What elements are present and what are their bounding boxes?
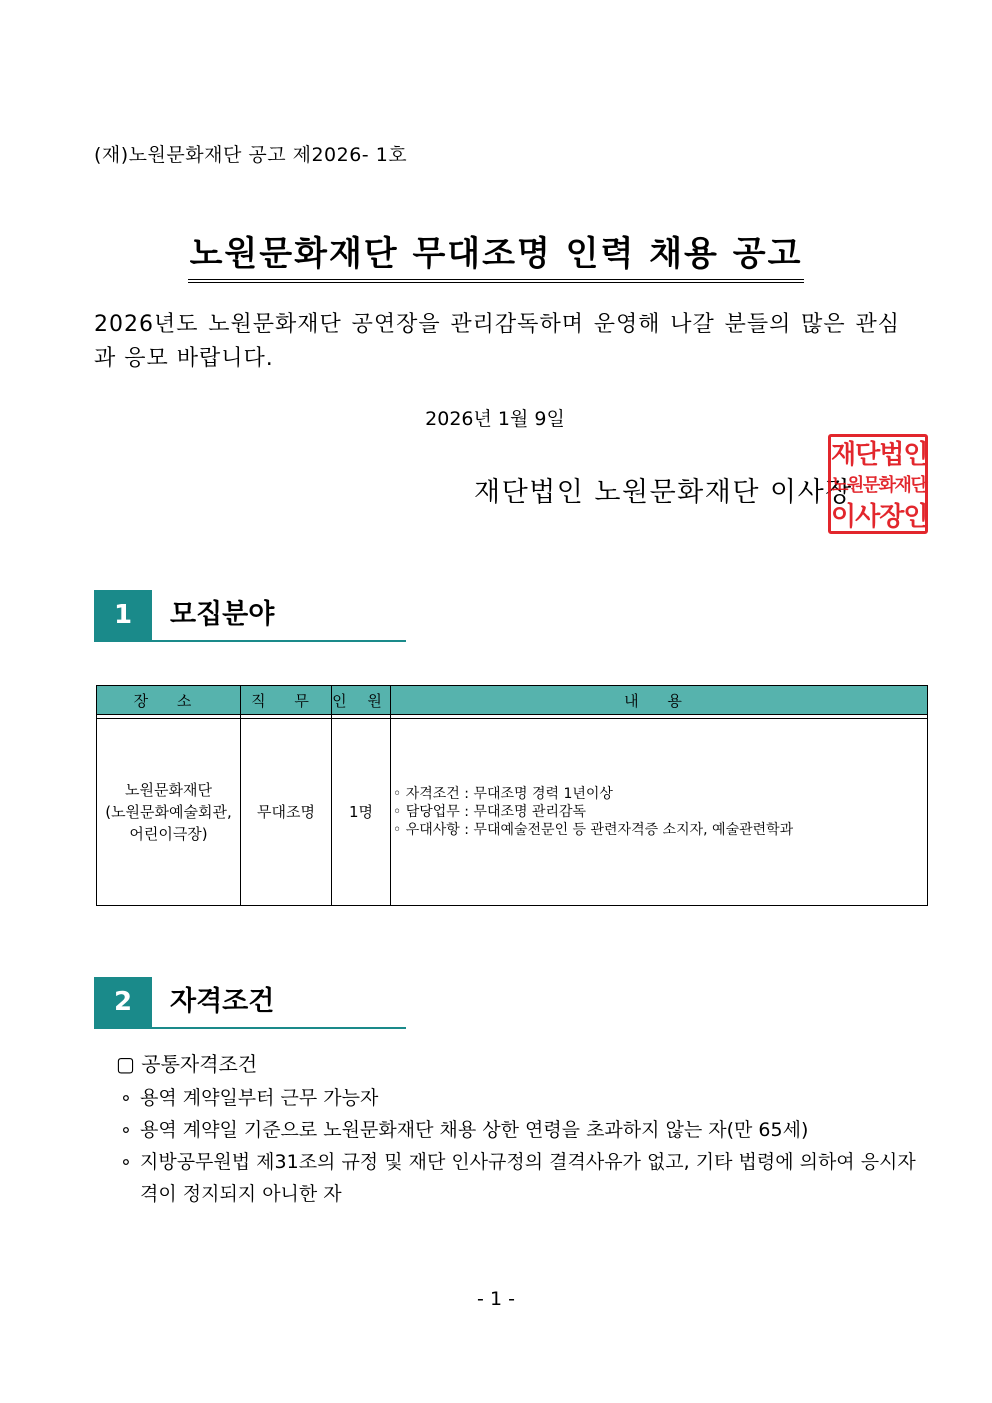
notice-date xyxy=(0,404,992,431)
list-item: ∘ 용역 계약일 기준으로 노원문화재단 채용 상한 연령을 초과하지 않는 자(만 65세) xyxy=(118,1114,918,1146)
cell-job: 무대조명 xyxy=(241,719,332,906)
detail-duty: ◦ 담당업무 : 무대조명 관리감독 xyxy=(393,804,587,820)
seal-line-1: 재단법인 xyxy=(831,440,928,470)
detail-preference: ◦ 우대사항 : 무대예술전문인 등 관련자격증 소지자, 예술관련학과 xyxy=(393,822,794,838)
place-line-2: (노원문화예술회관, xyxy=(105,803,232,821)
notice-number: (재)노원문화재단 공고 제2026- 1호 xyxy=(94,144,408,166)
cell-place xyxy=(97,719,241,906)
intro-paragraph: 2026년도 노원문화재단 공연장을 관리감독하며 운영해 나갈 분들의 많은 관심과 응모 바랍니다. xyxy=(94,312,900,371)
section-2-number: 2 xyxy=(94,977,152,1027)
header-place: 장 소 xyxy=(97,686,241,715)
official-seal xyxy=(828,434,928,534)
place-line-1: 노원문화재단 xyxy=(125,781,212,799)
page-title-text: 노원문화재단 무대조명 인력 채용 공고 xyxy=(188,226,805,283)
place-line-3: 어린이극장) xyxy=(129,825,208,843)
cell-count: 1명 xyxy=(332,719,391,906)
list-item: ∘ 지방공무원법 제31조의 규정 및 재단 인사규정의 결격사유가 없고, 기타 법령에 의하여 응시자격이 정지되지 아니한 자 xyxy=(118,1146,918,1210)
section-1-number: 1 xyxy=(94,590,152,640)
recruitment-table xyxy=(96,685,928,906)
requirements-list xyxy=(118,1082,918,1210)
header-job: 직 무 xyxy=(241,686,332,715)
section-2-title: 자격조건 xyxy=(170,986,275,1017)
seal-line-3: 이사장인 xyxy=(831,502,928,532)
notice-date-text: 2026년 1월 9일 xyxy=(425,408,565,430)
detail-qualification: ◦ 자격조건 : 무대조명 경력 1년이상 xyxy=(393,786,613,802)
page-title xyxy=(0,226,992,283)
issuer-name: 재단법인 노원문화재단 이사장 xyxy=(474,477,853,508)
cell-details xyxy=(391,719,928,906)
table-header-row xyxy=(97,686,928,715)
header-count: 인 원 xyxy=(332,686,391,715)
section-1-title: 모집분야 xyxy=(170,599,275,630)
page-number: - 1 - xyxy=(477,1288,515,1310)
seal-line-2: 노원문화재단 xyxy=(831,475,927,496)
section-2-header xyxy=(94,977,406,1029)
table-row xyxy=(97,719,928,906)
header-details: 내 용 xyxy=(391,686,928,715)
common-requirements-heading: ▢ 공통자격조건 xyxy=(116,1052,258,1076)
section-1-header xyxy=(94,590,406,642)
list-item: ∘ 용역 계약일부터 근무 가능자 xyxy=(118,1082,918,1114)
